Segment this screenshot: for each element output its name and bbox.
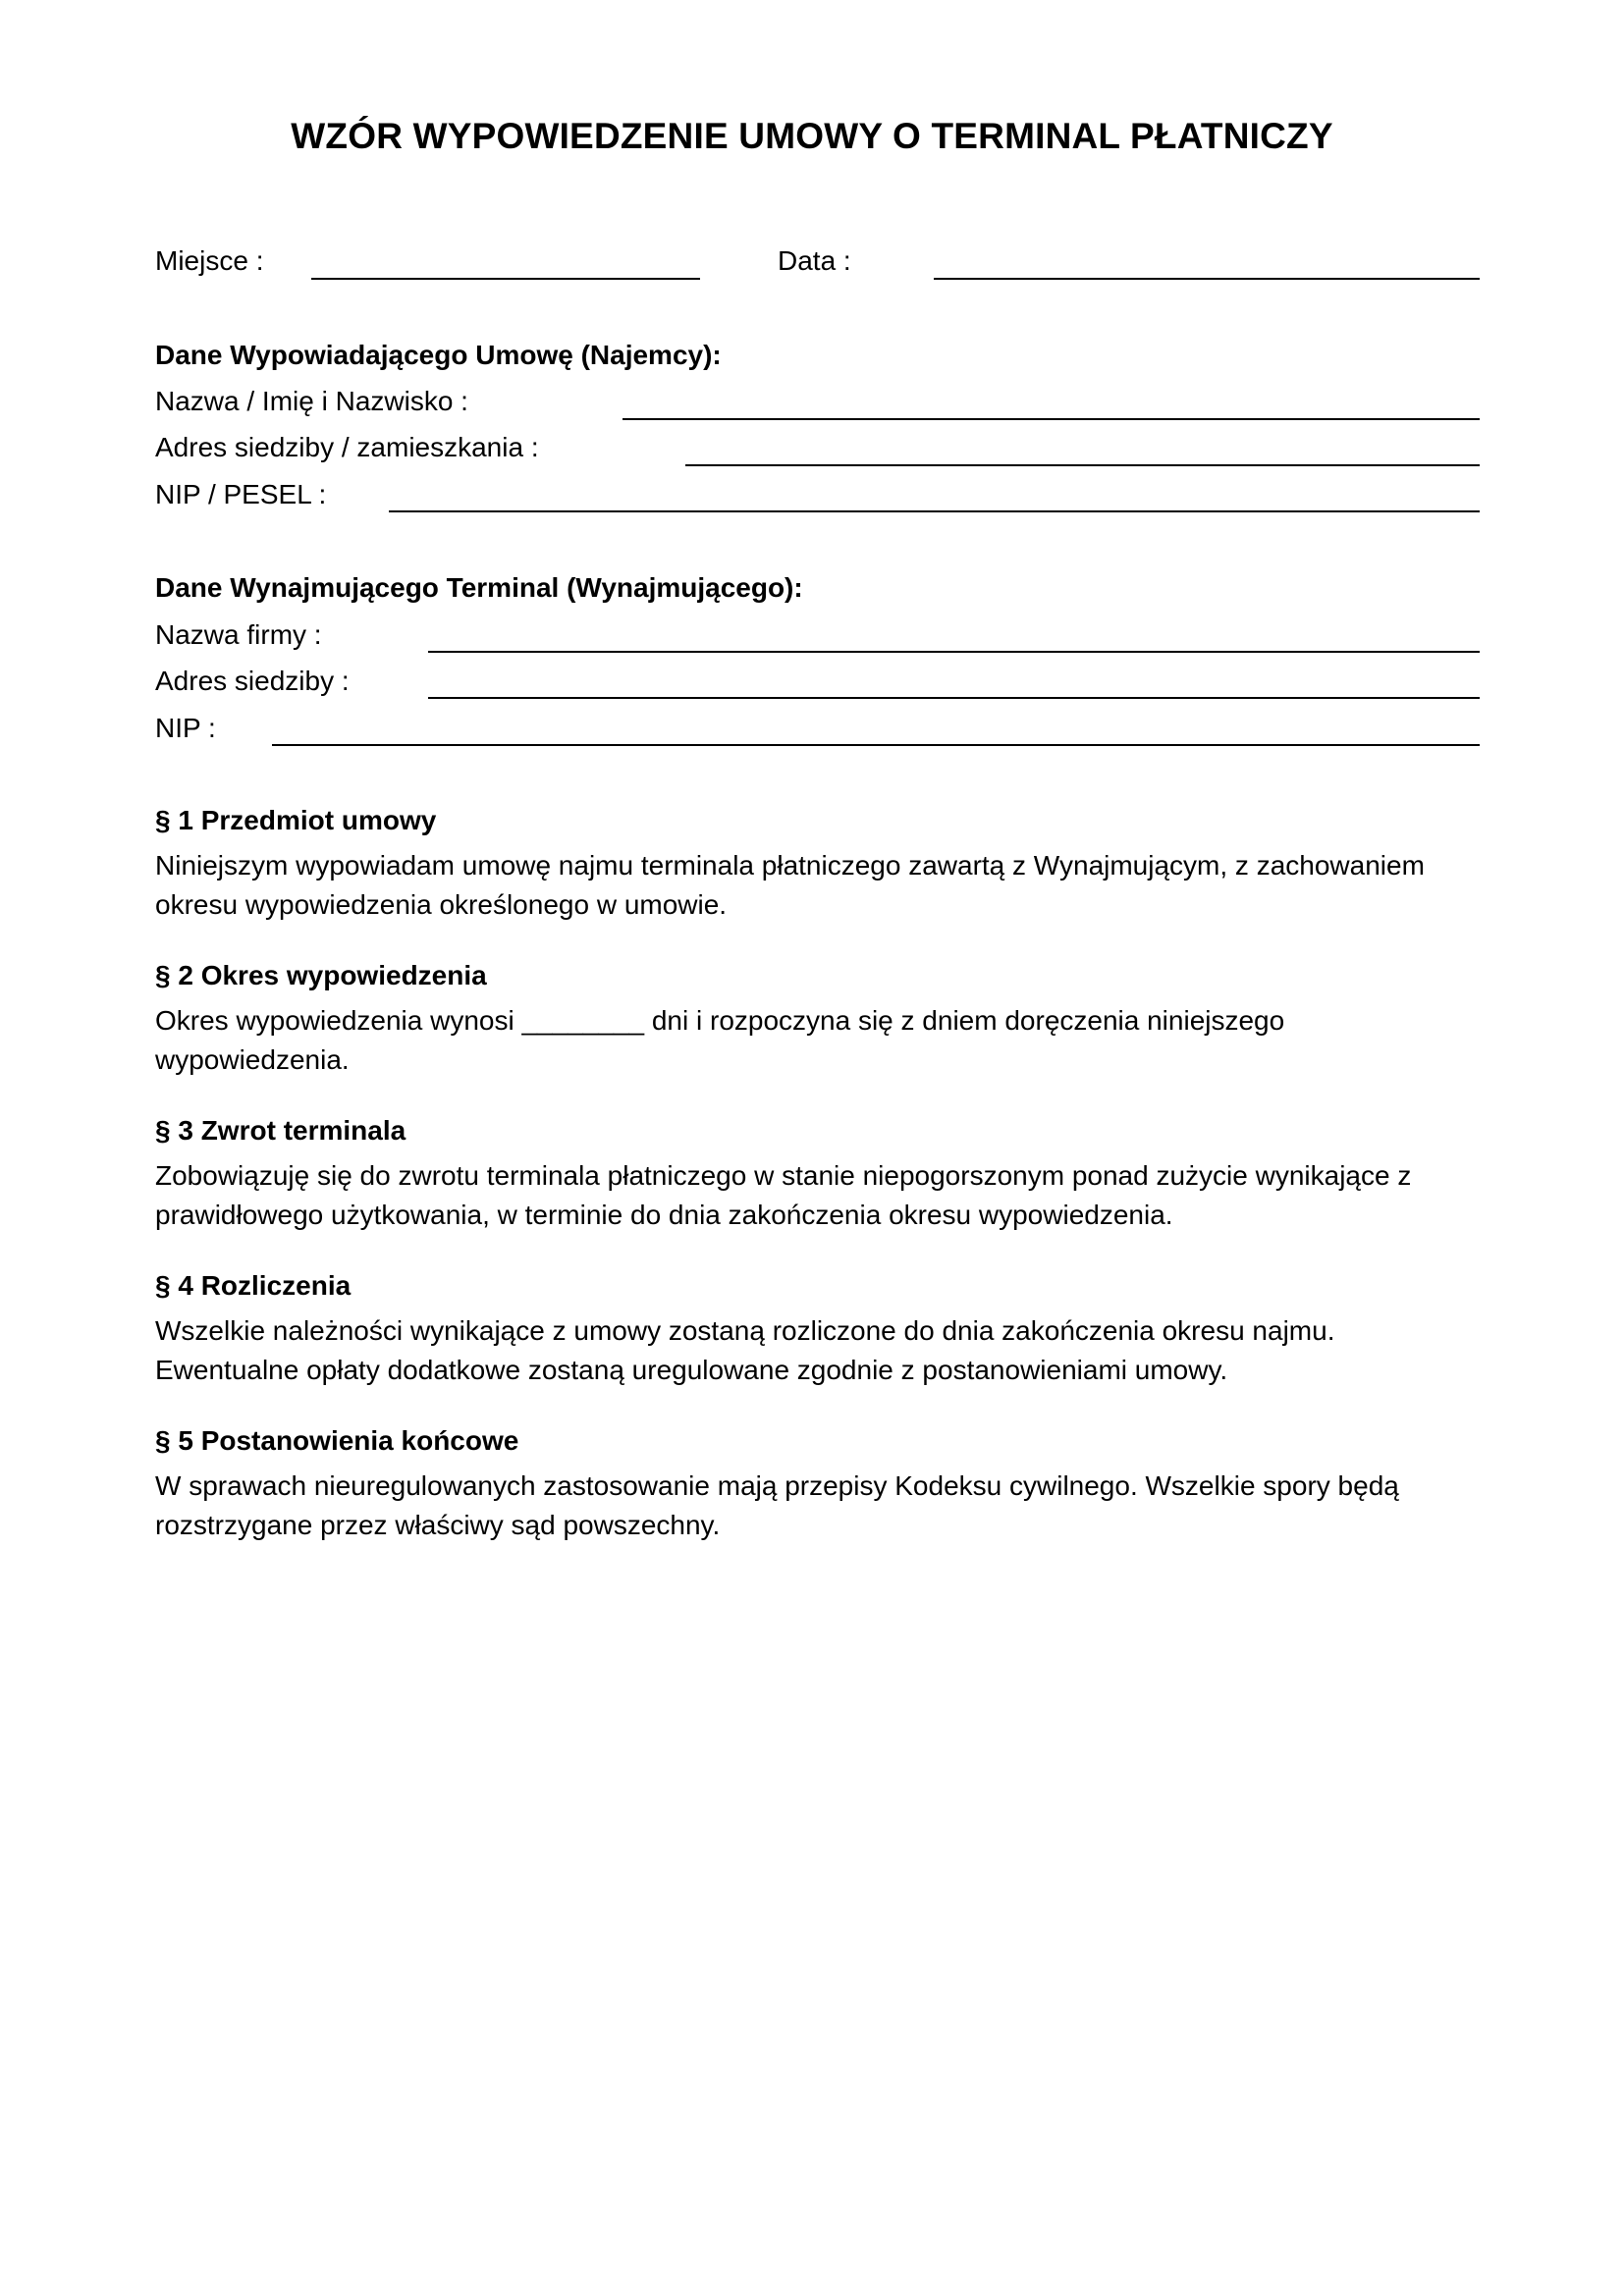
tenant-address-label: Adres siedziby / zamieszkania : — [155, 432, 539, 462]
section-3-text — [155, 1156, 1471, 1235]
tenant-nip-label: NIP / PESEL : — [155, 479, 327, 509]
tenant-heading: Dane Wypowiadającego Umowę (Najemcy): — [155, 340, 722, 370]
section-5-heading: § 5 Postanowienia końcowe — [155, 1425, 519, 1456]
lessor-name-field[interactable] — [428, 651, 1480, 653]
section-4-line-2: Ewentualne opłaty dodatkowe zostaną uregulowane zgodnie z postanowieniami umowy. — [155, 1355, 1228, 1385]
section-5-line-1: W sprawach nieuregulowanych zastosowanie mają przepisy Kodeksu cywilnego. Wszelkie spory będą — [155, 1470, 1399, 1501]
section-2-line-2: wypowiedzenia. — [155, 1044, 350, 1075]
date-label: Data : — [778, 245, 851, 276]
tenant-name-label: Nazwa / Imię i Nazwisko : — [155, 386, 468, 416]
section-1-heading: § 1 Przedmiot umowy — [155, 805, 437, 835]
lessor-nip-label: NIP : — [155, 713, 216, 743]
section-5-line-2: rozstrzygane przez właściwy sąd powszechny. — [155, 1510, 721, 1540]
section-2-text — [155, 1001, 1471, 1080]
lessor-address-field[interactable] — [428, 697, 1480, 699]
section-1-text — [155, 846, 1471, 925]
tenant-name-field[interactable] — [623, 418, 1480, 420]
tenant-address-field[interactable] — [685, 464, 1480, 466]
lessor-nip-field[interactable] — [272, 744, 1480, 746]
tenant-nip-field[interactable] — [389, 510, 1480, 512]
document-title: WZÓR WYPOWIEDZENIE UMOWY O TERMINAL PŁATNICZY — [291, 116, 1333, 156]
lessor-heading: Dane Wynajmującego Terminal (Wynajmującego): — [155, 572, 803, 603]
place-field[interactable] — [311, 278, 700, 280]
section-5-text — [155, 1467, 1471, 1545]
section-4-line-1: Wszelkie należności wynikające z umowy zostaną rozliczone do dnia zakończenia okresu najmu. — [155, 1315, 1335, 1346]
section-2-line-1: Okres wypowiedzenia wynosi ________ dni i rozpoczyna się z dniem doręczenia niniejszego — [155, 1005, 1285, 1036]
date-field[interactable] — [934, 278, 1480, 280]
section-2-heading: § 2 Okres wypowiedzenia — [155, 960, 487, 990]
section-4-text — [155, 1311, 1471, 1390]
section-3-line-1: Zobowiązuję się do zwrotu terminala płatniczego w stanie niepogorszonym ponad zużycie wynikające z — [155, 1160, 1412, 1191]
section-3-line-2: prawidłowego użytkowania, w terminie do dnia zakończenia okresu wypowiedzenia. — [155, 1200, 1173, 1230]
section-1-line-2: okresu wypowiedzenia określonego w umowie. — [155, 889, 728, 920]
place-label: Miejsce : — [155, 245, 264, 276]
section-1-line-1: Niniejszym wypowiadam umowę najmu terminala płatniczego zawartą z Wynajmującym, z zachowaniem — [155, 850, 1425, 881]
section-3-heading: § 3 Zwrot terminala — [155, 1115, 406, 1146]
lessor-address-label: Adres siedziby : — [155, 666, 350, 696]
lessor-name-label: Nazwa firmy : — [155, 619, 322, 650]
section-4-heading: § 4 Rozliczenia — [155, 1270, 352, 1301]
